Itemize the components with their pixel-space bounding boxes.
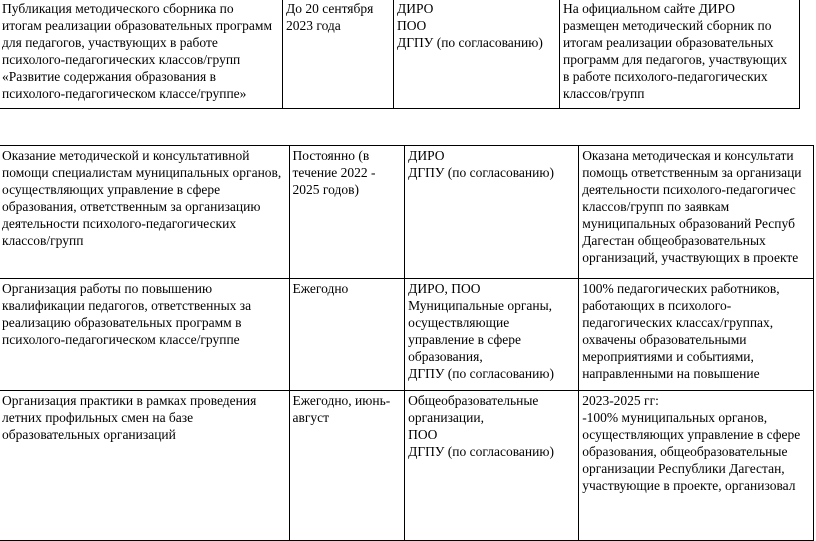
- activity-cell: Организация работы по повышению квалификации педагогов, ответственных за реализацию образовательных программ в психолого-педагогическом классе/группе: [0, 279, 289, 391]
- result-cell: 2023-2025 гг: -100% муниципальных органов, осуществляющих управление в сфере образования, общеобразовательные организации Республики Дагестан, участвующие в проекте, организовал: [579, 391, 814, 541]
- result-cell: Оказана методическая и консультати помощь ответственным за организаци деятельности психолого-педагогичес классов/групп по заявкам муниципальных образований Респуб Дагестан общеобразовательных организаций, участвующих в проекте: [579, 146, 814, 279]
- result-cell: На официальном сайте ДИРО размещен методический сборник по итогам реализации образовательных программ для педагогов, участвующих в работе психолого-педагогических классов/групп: [560, 0, 800, 109]
- deadline-cell: Ежегодно, июнь- август: [289, 391, 405, 541]
- executors-cell: ДИРО, ПОО Муниципальные органы, осуществляющие управление в сфере образования, ДГПУ (по согласованию): [405, 279, 579, 391]
- activity-cell: Организация практики в рамках проведения летних профильных смен на базе образовательных организаций: [0, 391, 289, 541]
- plan-table-bottom: [0, 145, 814, 541]
- executors-cell: ДИРО ПОО ДГПУ (по согласованию): [394, 0, 560, 109]
- activity-cell: Оказание методической и консультативной помощи специалистам муниципальных органов, осуществляющих управление в сфере образования, ответственным за организацию деятельности психолого-педагогических классов/групп: [0, 146, 289, 279]
- deadline-cell: Ежегодно: [289, 279, 405, 391]
- result-cell: 100% педагогических работников, работающих в психолого- педагогических классах/группах, охвачены образовательными мероприятиями и событиями, направленными на повышение: [579, 279, 814, 391]
- table-row: [0, 391, 814, 541]
- table-row: [0, 279, 814, 391]
- deadline-cell: До 20 сентября 2023 года: [283, 0, 394, 109]
- executors-cell: ДИРО ДГПУ (по согласованию): [405, 146, 579, 279]
- table-row: [0, 146, 814, 279]
- activity-cell: Публикация методического сборника по итогам реализации образовательных программ для педагогов, участвующих в работе психолого-педагогических классов/групп «Развитие содержания образования в психолого-педагогическом классе/группе»: [0, 0, 283, 109]
- executors-cell: Общеобразовательные организации, ПОО ДГПУ (по согласованию): [405, 391, 579, 541]
- deadline-cell: Постоянно (в течение 2022 - 2025 годов): [289, 146, 405, 279]
- plan-table-top: [0, 0, 800, 109]
- table-row: [0, 0, 800, 109]
